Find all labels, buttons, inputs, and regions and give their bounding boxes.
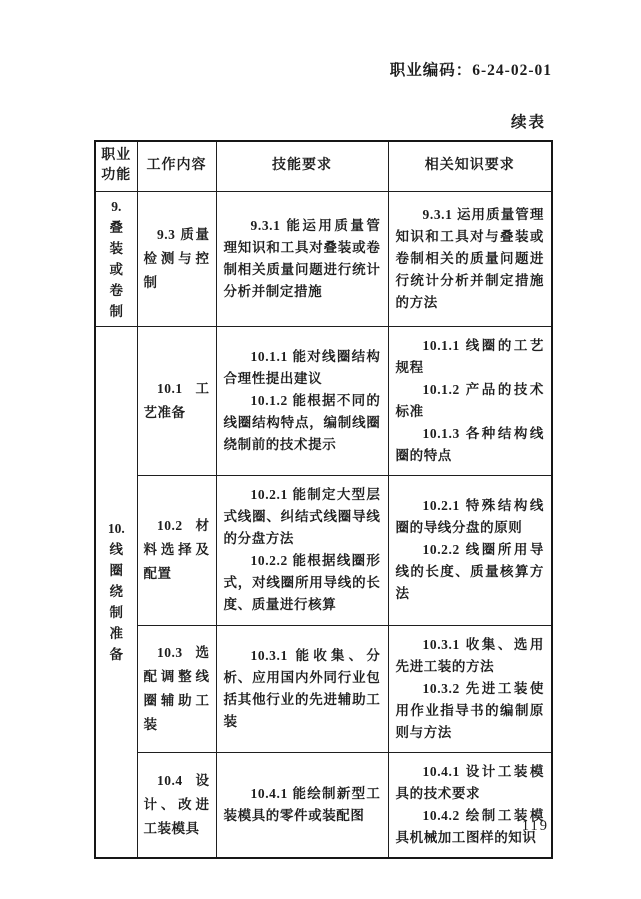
header-work-content: 工作内容 xyxy=(137,141,216,191)
knowledge-paragraph: 10.2.2 线圈所用导线的长度、质量核算方法 xyxy=(395,542,544,601)
work-content-cell xyxy=(137,475,216,625)
knowledge-cell xyxy=(388,475,552,625)
knowledge-paragraph: 10.1.3 各种结构线圈的特点 xyxy=(395,425,544,463)
table-row xyxy=(95,326,552,475)
work-content-text: 10.3 选配调整线圈辅助工装 xyxy=(143,644,210,732)
work-content-cell xyxy=(137,752,216,858)
page-number: 119 xyxy=(521,818,549,834)
function-name-char: 制 xyxy=(109,605,123,620)
knowledge-paragraph: 10.1.1 线圈的工艺规程 xyxy=(395,337,544,375)
table-row xyxy=(95,752,552,858)
table-row xyxy=(95,191,552,326)
skill-paragraph: 10.1.2 能根据不同的线圈结构特点，编制线圈绕制前的技术提示 xyxy=(223,392,381,452)
occupation-code: 职业编码：6-24-02-01 xyxy=(389,62,552,79)
skill-cell xyxy=(216,475,388,625)
knowledge-paragraph: 10.3.1 收集、选用先进工装的方法 xyxy=(395,636,544,674)
skill-cell xyxy=(216,191,388,326)
knowledge-cell xyxy=(388,752,552,858)
table-body xyxy=(95,191,552,858)
work-content-text: 10.4 设计、改进工装模具 xyxy=(143,772,210,836)
function-number: 10. xyxy=(107,521,125,536)
skill-paragraph: 10.1.1 能对线圈结构合理性提出建议 xyxy=(223,348,381,386)
table-row xyxy=(95,475,552,625)
work-content-text: 10.2 材料选择及配置 xyxy=(143,518,210,581)
function-cell xyxy=(95,326,137,858)
function-name-char: 装 xyxy=(109,240,123,256)
skill-cell xyxy=(216,326,388,475)
function-name-char: 绕 xyxy=(109,584,123,599)
continued-table-label: 续表 xyxy=(510,114,546,131)
table-header-row xyxy=(95,141,552,191)
function-name-char: 圈 xyxy=(109,563,123,578)
knowledge-paragraph: 10.3.2 先进工装使用作业指导书的编制原则与方法 xyxy=(395,680,544,740)
skill-cell xyxy=(216,625,388,752)
skill-cell xyxy=(216,752,388,858)
header-occupational-function: 职业功能 xyxy=(95,141,137,191)
work-content-cell xyxy=(137,191,216,326)
function-name-char: 叠 xyxy=(109,219,123,235)
work-content-cell xyxy=(137,326,216,475)
function-name-char: 制 xyxy=(109,303,123,319)
work-content-cell xyxy=(137,625,216,752)
skill-paragraph: 10.2.2 能根据线圈形式，对线圈所用导线的长度、质量进行核算 xyxy=(223,553,381,612)
function-name-char: 卷 xyxy=(109,282,123,298)
function-name-char: 备 xyxy=(109,647,123,662)
standard-table xyxy=(94,140,553,859)
table-row xyxy=(95,625,552,752)
skill-paragraph: 10.4.1 能绘制新型工装模具的零件或装配图 xyxy=(223,785,381,823)
header-skill-requirements: 技能要求 xyxy=(216,141,388,191)
work-content-text: 10.1 工艺准备 xyxy=(143,380,210,420)
knowledge-paragraph: 10.4.1 设计工装模具的技术要求 xyxy=(395,763,544,801)
function-name-char: 线 xyxy=(109,542,123,557)
knowledge-cell xyxy=(388,191,552,326)
knowledge-paragraph: 10.1.2 产品的技术标准 xyxy=(395,381,544,419)
function-number: 9. xyxy=(111,198,122,214)
skill-paragraph: 9.3.1 能运用质量管理知识和工具对叠装或卷制相关质量问题进行统计分析并制定措施 xyxy=(223,217,381,299)
table-header xyxy=(95,141,552,191)
knowledge-paragraph: 9.3.1 运用质量管理知识和工具对与叠装或卷制相关的质量问题进行统计分析并制定措施的方法 xyxy=(395,206,544,310)
knowledge-cell xyxy=(388,326,552,475)
header-knowledge-requirements: 相关知识要求 xyxy=(388,141,552,191)
knowledge-paragraph: 10.4.2 绘制工装模具机械加工图样的知识 xyxy=(395,807,544,845)
skill-paragraph: 10.3.1 能收集、分析、应用国内外同行业包括其他行业的先进辅助工装 xyxy=(223,647,381,729)
work-content-text: 9.3 质量检测与控制 xyxy=(143,226,210,290)
function-name-char: 准 xyxy=(109,626,123,641)
function-name-char: 或 xyxy=(109,261,123,277)
knowledge-cell xyxy=(388,625,552,752)
knowledge-paragraph: 10.2.1 特殊结构线圈的导线分盘的原则 xyxy=(395,498,544,535)
function-cell xyxy=(95,191,137,326)
skill-paragraph: 10.2.1 能制定大型层式线圈、纠结式线圈导线的分盘方法 xyxy=(223,487,381,546)
